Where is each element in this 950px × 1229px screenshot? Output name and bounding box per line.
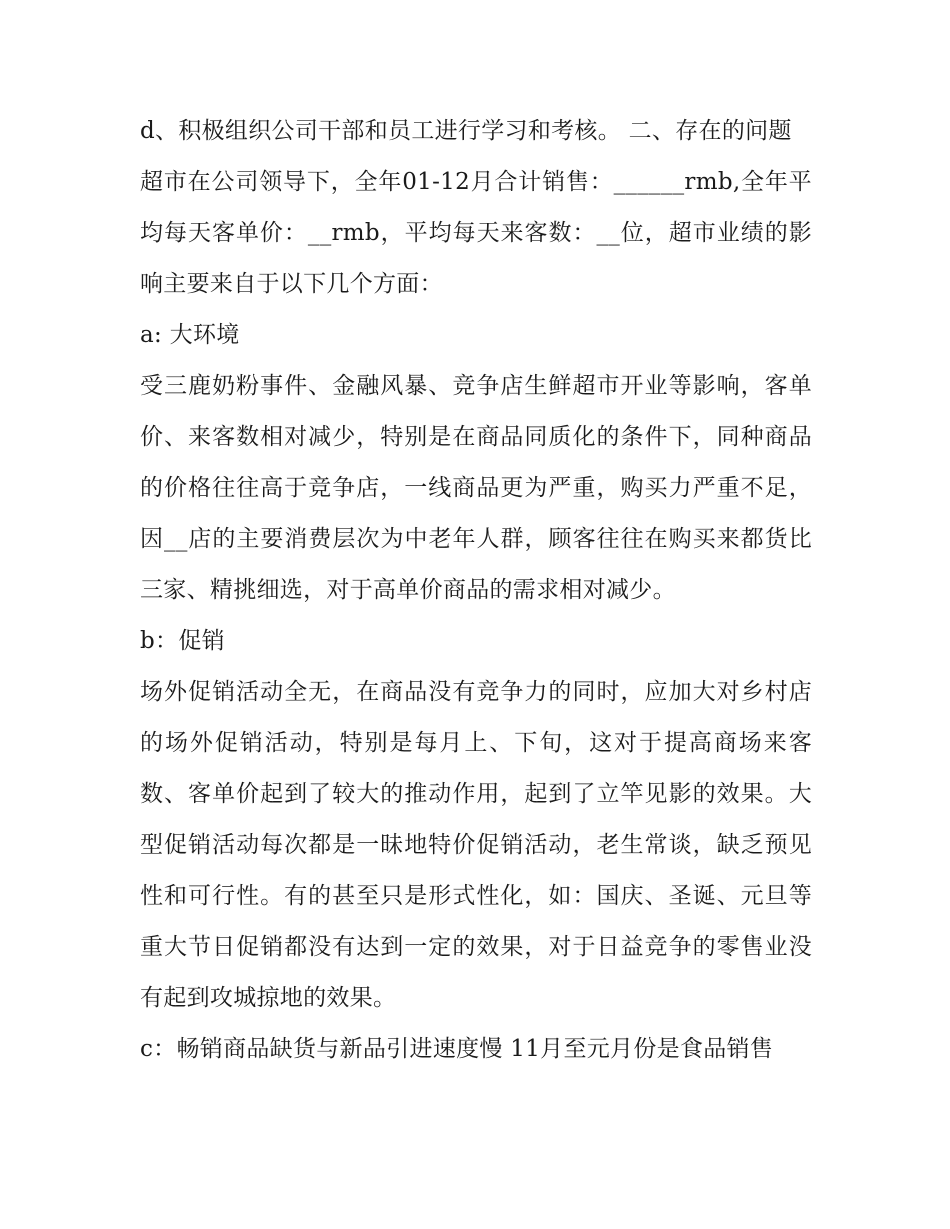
paragraph-promotion-detail: 场外促销活动全无，在商品没有竞争力的同时，应加大对乡村店的场外促销活动，特别是每月上、下旬，这对于提高商场来客数、客单价起到了较大的推动作用，起到了立竿见影的效果。大型促销活动每次都是一昧地特价促销活动，老生常谈，缺乏预见性和可行性。有的甚至只是形式性化，如：国庆、圣诞、元旦等重大节日促销都没有达到一定的效果，对于日益竞争的零售业没有起到攻城掠地的效果。	[140, 679, 812, 1011]
paragraph-sales-summary: 超市在公司领导下，全年01-12月合计销售：______rmb,全年平均每天客单价：__rmb，平均每天来客数：__位，超市业绩的影响主要来自于以下几个方面：	[140, 169, 812, 297]
paragraph-study-and-problems-heading: d、积极组织公司干部和员工进行学习和考核。 二、存在的问题	[140, 118, 792, 144]
paragraph-heading-promotion: b：促销	[140, 628, 225, 654]
document-body	[140, 106, 812, 1075]
paragraph-heading-environment: a: 大环境	[140, 322, 240, 348]
paragraph-heading-stockout: c：畅销商品缺货与新品引进速度慢 11月至元月份是食品销售	[140, 1036, 774, 1062]
paragraph-environment-detail: 受三鹿奶粉事件、金融风暴、竞争店生鲜超市开业等影响，客单价、来客数相对减少，特别是在商品同质化的条件下，同种商品的价格往往高于竞争店，一线商品更为严重，购买力严重不足，因__店的主要消费层次为中老年人群，顾客往往在购买来都货比三家、精挑细选，对于高单价商品的需求相对减少。	[140, 373, 812, 603]
